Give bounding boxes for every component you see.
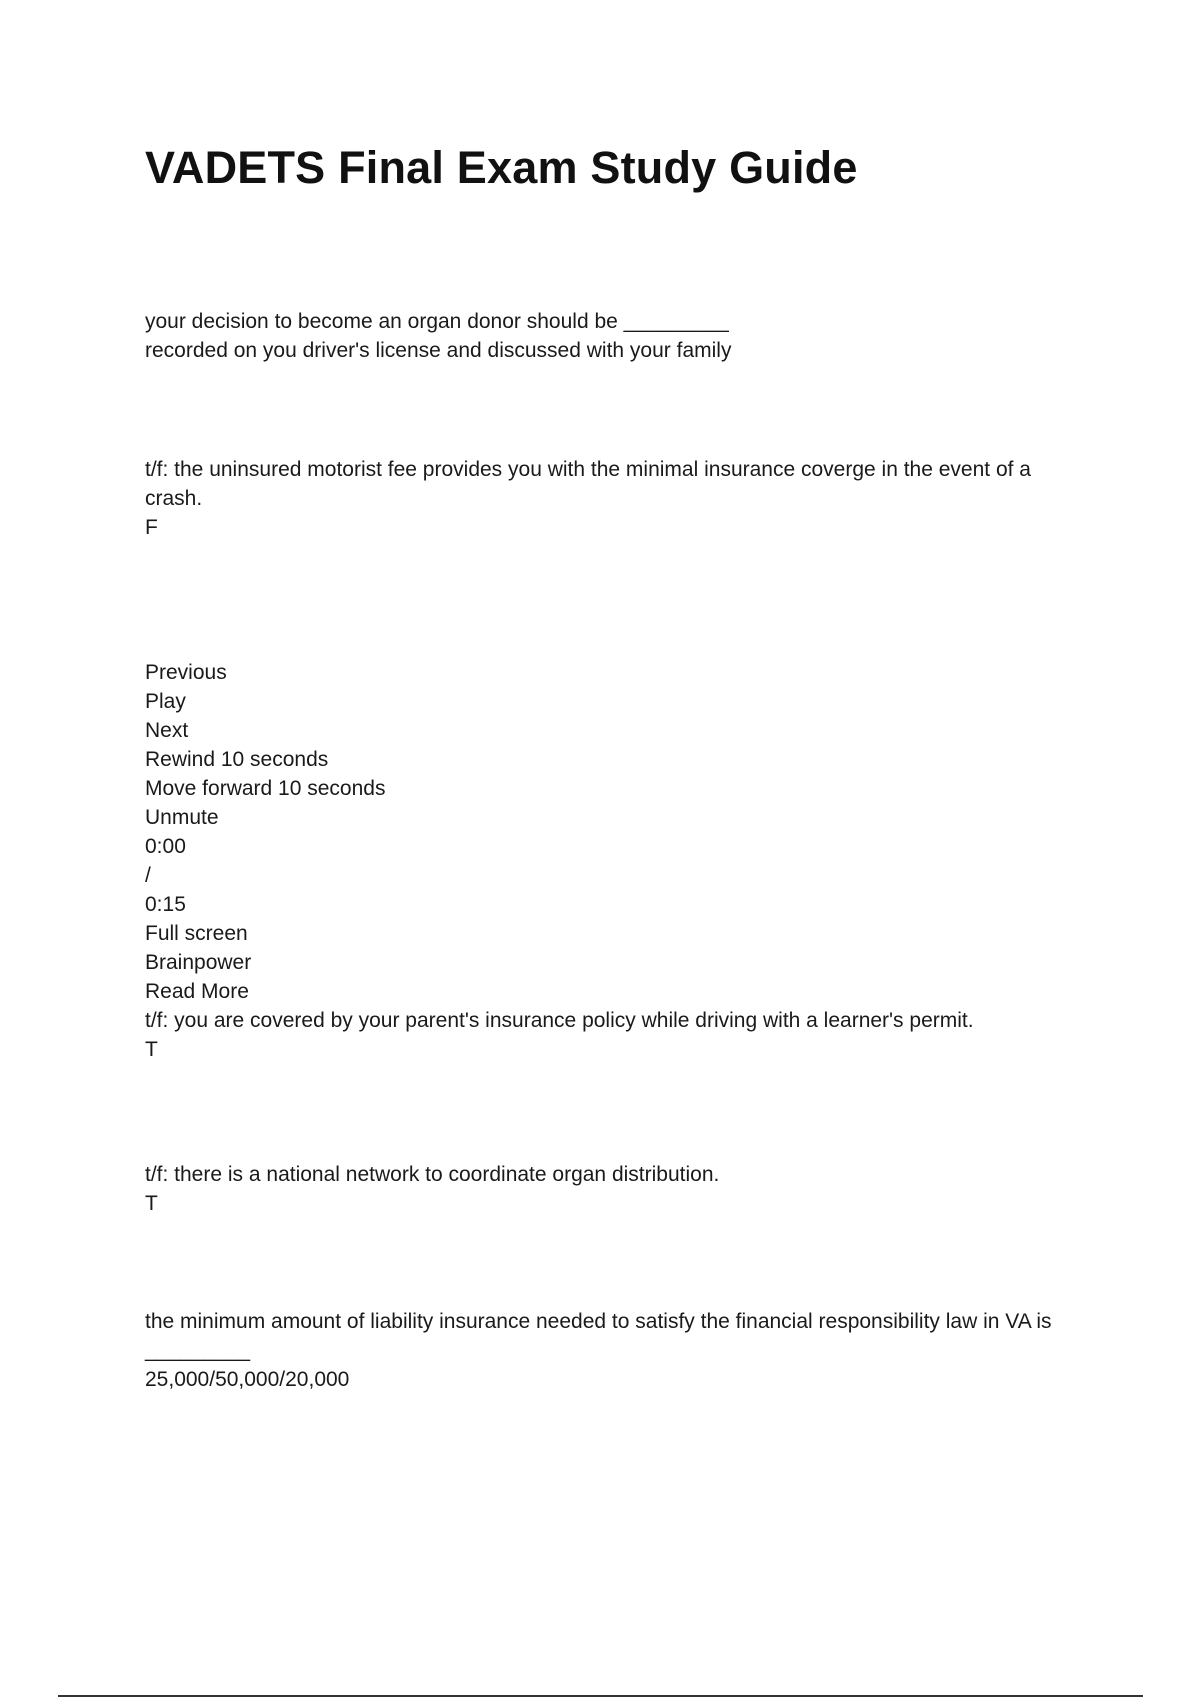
fullscreen-button[interactable]: Full screen (145, 922, 248, 945)
question-text: t/f: you are covered by your parent's insurance policy while driving with a learner's permit. (145, 1009, 974, 1032)
duration: 0:15 (145, 893, 186, 916)
flashcard (145, 307, 1085, 365)
time-separator: / (145, 864, 151, 887)
rewind-button[interactable]: Rewind 10 seconds (145, 748, 329, 771)
question-text: your decision to become an organ donor should be _________ (145, 310, 729, 333)
flashcard (145, 455, 1085, 542)
media-player-text-block (145, 658, 1085, 1064)
answer-text: 25,000/50,000/20,000 (145, 1368, 350, 1391)
forward-button[interactable]: Move forward 10 seconds (145, 777, 386, 800)
question-text: the minimum amount of liability insurance needed to satisfy the financial responsibility law in VA is _________ (145, 1310, 1052, 1362)
answer-text: T (145, 1192, 158, 1215)
current-time: 0:00 (145, 835, 186, 858)
play-button[interactable]: Play (145, 690, 186, 713)
next-button[interactable]: Next (145, 719, 189, 742)
answer-text: T (145, 1038, 158, 1061)
brainpower-link[interactable]: Brainpower (145, 951, 252, 974)
previous-button[interactable]: Previous (145, 661, 227, 684)
page-title: VADETS Final Exam Study Guide (145, 142, 858, 193)
flashcard (145, 1307, 1085, 1394)
question-text: t/f: the uninsured motorist fee provides you with the minimal insurance coverge in the event of a crash. (145, 458, 1031, 510)
read-more-link[interactable]: Read More (145, 980, 249, 1003)
answer-text: recorded on you driver's license and discussed with your family (145, 339, 732, 362)
question-text: t/f: there is a national network to coordinate organ distribution. (145, 1163, 720, 1186)
footer-divider (58, 1695, 1143, 1697)
unmute-button[interactable]: Unmute (145, 806, 219, 829)
answer-text: F (145, 516, 158, 539)
flashcard (145, 1160, 1085, 1218)
